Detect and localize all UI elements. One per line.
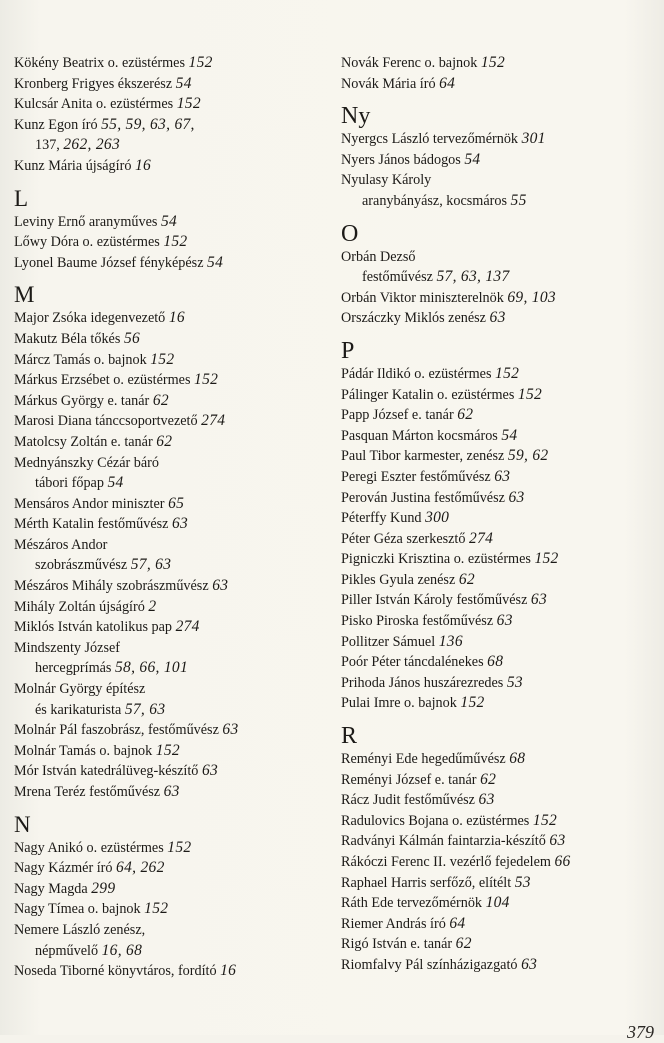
- index-entry: Nemere László zenész,: [14, 921, 146, 938]
- index-entry: Pigniczki Krisztina o. ezüstérmes 152: [341, 550, 559, 568]
- page-ref: 152: [534, 550, 559, 568]
- page-ref: 152: [517, 385, 543, 403]
- index-entry: Pollitzer Sámuel 136: [341, 632, 463, 650]
- page-ref: 152: [480, 54, 506, 71]
- index-entry: Nagy Kázmér író 64, 262: [14, 859, 165, 877]
- page-ref: 59, 62: [507, 447, 549, 465]
- index-column-left: [14, 53, 330, 982]
- index-entry: Makutz Béla tőkés 56: [14, 329, 141, 347]
- page-ref: 2: [148, 597, 157, 615]
- index-entry-continuation: népművelő 16, 68: [35, 941, 143, 959]
- page-ref: 54: [107, 474, 124, 492]
- index-entry: Mór István katedrálüveg-készítő 63: [14, 762, 219, 780]
- page-ref: 274: [201, 412, 226, 430]
- index-entry: Mihály Zoltán újságíró 2: [14, 597, 157, 615]
- section-letter: P: [341, 337, 355, 364]
- section-letter: L: [14, 185, 29, 211]
- index-entry: Orbán Dezső: [341, 248, 416, 265]
- index-entry: Márkus György e. tanár 62: [14, 391, 169, 409]
- index-entry-continuation: aranybányász, kocsmáros 55: [362, 191, 527, 209]
- index-entry: Mészáros Mihály szobrászművész 63: [14, 577, 229, 595]
- index-entry: Mérth Katalin festőművész 63: [14, 515, 189, 533]
- page-ref: 62: [457, 406, 474, 424]
- section-letter: R: [341, 723, 358, 750]
- index-entry: Mészáros Andor: [14, 536, 108, 553]
- page-ref: 63: [212, 577, 229, 595]
- index-entry-continuation: és karikaturista 57, 63: [35, 700, 166, 718]
- page-ref: 152: [150, 350, 175, 368]
- page-ref: 64: [439, 74, 456, 92]
- page-ref: 152: [167, 838, 192, 856]
- index-entry: Marosi Diana tánccsoportvezető 274: [14, 412, 226, 430]
- index-entry: Péterffy Kund 300: [341, 509, 450, 527]
- index-entry: Orbán Viktor miniszterelnök 69, 103: [341, 288, 556, 306]
- section-letter: M: [14, 282, 35, 308]
- index-entry-continuation: hercegprímás 58, 66, 101: [35, 659, 189, 677]
- index-entry: Kronberg Frigyes ékszerész 54: [14, 74, 192, 92]
- page-ref: 54: [464, 150, 481, 168]
- index-entry: Paul Tibor karmester, zenész 59, 62: [341, 447, 549, 465]
- index-entry: Nyers János bádogos 54: [341, 150, 481, 168]
- page-ref: 63: [521, 955, 538, 973]
- index-entry: Radulovics Bojana o. ezüstérmes 152: [341, 811, 558, 829]
- index-entry: Pikles Gyula zenész 62: [341, 570, 475, 588]
- page-ref: 62: [455, 935, 472, 953]
- index-entry: Peregi Eszter festőművész 63: [341, 467, 511, 485]
- index-entry: Leviny Ernő aranyműves 54: [14, 212, 178, 230]
- index-entry: Pasquan Márton kocsmáros 54: [341, 426, 518, 444]
- index-entry: Nagy Tímea o. bajnok 152: [14, 900, 169, 918]
- page-ref: 69, 103: [507, 288, 556, 306]
- page-ref: 274: [175, 618, 200, 636]
- index-entry: Mrena Teréz festőművész 63: [14, 783, 180, 800]
- index-entry: Rácz Judit festőművész 63: [341, 791, 495, 809]
- page-ref: 16: [168, 309, 185, 327]
- index-entry: Riemer András író 64: [341, 914, 466, 932]
- index-entry: Prihoda János huszárezredes 53: [341, 673, 523, 691]
- page-ref: 152: [176, 95, 201, 113]
- index-entry: Molnár György építész: [14, 681, 146, 698]
- page-ref: 55: [510, 191, 527, 209]
- index-entry: Kunz Mária újságíró 16: [14, 156, 152, 174]
- index-entry: Riomfalvy Pál színházigazgató 63: [341, 955, 538, 973]
- index-entry: Noseda Tiborné könyvtáros, fordító 16: [14, 962, 237, 980]
- page-ref: 16, 68: [101, 941, 143, 959]
- page-ref: 152: [495, 364, 520, 382]
- index-entry: Poór Péter táncdalénekes 68: [341, 653, 504, 671]
- page-ref: 152: [163, 233, 188, 251]
- section-letter: O: [341, 220, 359, 247]
- page-ref: 152: [532, 811, 558, 829]
- page-ref: 64: [449, 914, 466, 932]
- index-entry: Molnár Tamás o. bajnok 152: [14, 741, 180, 759]
- index-entry: Nagy Magda 299: [14, 879, 116, 897]
- page-ref: 16: [220, 962, 237, 980]
- page-ref: 152: [460, 694, 485, 712]
- page-ref: 62: [152, 391, 169, 409]
- index-entry: Rákóczi Ferenc II. vezérlő fejedelem 66: [341, 853, 571, 870]
- page-ref: 63: [478, 791, 495, 809]
- page-ref: 299: [91, 879, 116, 897]
- section-letter: Ny: [341, 103, 371, 130]
- page-ref: 62: [156, 432, 173, 450]
- index-entry-continuation: festőművész 57, 63, 137: [362, 268, 510, 286]
- page-ref: 56: [123, 329, 141, 347]
- page-ref: 65: [168, 494, 185, 512]
- page-ref: 63: [496, 612, 513, 630]
- index-entry: Márcz Tamás o. bajnok 152: [14, 350, 175, 368]
- index-entry: Novák Mária író 64: [341, 74, 456, 92]
- index-entry: Miklós István katolikus pap 274: [14, 618, 200, 636]
- page-ref: 63: [549, 832, 566, 850]
- page-ref: 152: [155, 741, 180, 759]
- page-ref: 68: [487, 653, 504, 671]
- index-entry: Lőwy Dóra o. ezüstérmes 152: [14, 233, 188, 251]
- page-ref: 63: [201, 762, 219, 780]
- index-entry: Matolcsy Zoltán e. tanár 62: [14, 432, 173, 450]
- page-ref: 63: [172, 515, 189, 533]
- page-ref: 53: [514, 873, 531, 891]
- index-entry: Pulai Imre o. bajnok 152: [341, 694, 485, 712]
- index-entry: Reményi József e. tanár 62: [341, 770, 497, 788]
- index-entry: Lyonel Baume József fényképész 54: [14, 253, 224, 271]
- index-entry: Reményi Ede hegedűművész 68: [341, 750, 526, 768]
- index-entry: Major Zsóka idegenvezető 16: [14, 309, 185, 327]
- page-ref: 301: [521, 130, 546, 148]
- page-ref: 57, 63: [130, 556, 172, 574]
- section-letter: N: [14, 811, 31, 837]
- index-entry: Raphael Harris serfőző, elítélt 53: [341, 873, 531, 891]
- index-entry: Piller István Károly festőművész 63: [341, 591, 548, 609]
- page-ref: 66: [554, 853, 571, 870]
- index-entry: Nyergcs László tervezőmérnök 301: [341, 130, 546, 148]
- page-ref: 53: [506, 673, 523, 691]
- index-entry: Pádár Ildikó o. ezüstérmes 152: [341, 364, 520, 382]
- index-entry: Rigó István e. tanár 62: [341, 935, 472, 953]
- index-entry: Péter Géza szerkesztő 274: [341, 529, 494, 547]
- index-entry: Kulcsár Anita o. ezüstérmes 152: [14, 95, 201, 113]
- index-entry-continuation: tábori főpap 54: [35, 474, 124, 492]
- page-ref: 63: [530, 591, 548, 609]
- index-entry-continuation: szobrászművész 57, 63: [35, 556, 172, 574]
- page-ref: 57, 63, 137: [436, 268, 510, 286]
- page-ref: 54: [501, 426, 518, 444]
- page-ref: 63: [489, 309, 506, 327]
- page-ref: 104: [485, 894, 510, 912]
- page-ref: 16: [134, 156, 152, 174]
- page-ref: 62: [480, 770, 497, 788]
- page-ref: 64, 262: [116, 859, 165, 877]
- index-entry: Pisko Piroska festőművész 63: [341, 612, 513, 630]
- index-entry: Márkus Erzsébet o. ezüstérmes 152: [14, 371, 219, 389]
- page-ref: 54: [207, 253, 224, 271]
- index-entry: Ráth Ede tervezőmérnök 104: [341, 894, 510, 912]
- index-column-right: [341, 53, 651, 976]
- page-ref: 55, 59, 63, 67,: [101, 115, 195, 133]
- page-ref: 57, 63: [124, 700, 166, 718]
- page-ref: 68: [509, 750, 526, 768]
- index-entry: Pálinger Katalin o. ezüstérmes 152: [341, 385, 543, 403]
- page-ref: 300: [425, 509, 450, 527]
- index-entry: Perován Justina festőművész 63: [341, 488, 525, 506]
- index-entry: Mensáros Andor miniszter 65: [14, 494, 185, 512]
- page-ref: 152: [144, 900, 169, 918]
- index-entry: Mednyánszky Cézár báró: [14, 454, 159, 471]
- index-entry: Molnár Pál faszobrász, festőművész 63: [14, 721, 239, 739]
- page-ref: 136: [438, 632, 463, 650]
- index-entry: Orszáczky Miklós zenész 63: [341, 309, 506, 327]
- page-ref: 152: [188, 54, 213, 71]
- page-ref: 54: [160, 212, 178, 230]
- index-entry: Papp József e. tanár 62: [341, 406, 474, 424]
- index-entry: Radványi Kálmán faintarzia-készítő 63: [341, 832, 566, 850]
- index-entry: Mindszenty József: [14, 639, 120, 656]
- index-entry: Nagy Anikó o. ezüstérmes 152: [14, 838, 192, 856]
- page-ref: 152: [194, 371, 219, 389]
- page-ref: 62: [458, 570, 475, 588]
- page-ref: 274: [469, 529, 494, 547]
- index-entry: Nyulasy Károly: [341, 172, 432, 189]
- index-entry: Kunz Egon író 55, 59, 63, 67,: [14, 115, 195, 133]
- page-number: 379: [627, 1022, 654, 1042]
- page-ref: 262, 263: [63, 136, 121, 154]
- page-ref: 63: [508, 488, 525, 506]
- page-ref: 63: [222, 721, 239, 739]
- index-entry-continuation: 137, 262, 263: [35, 136, 121, 154]
- page-ref: 58, 66, 101: [114, 659, 189, 677]
- page-ref: 54: [175, 74, 192, 92]
- index-entry: Kökény Beatrix o. ezüstérmes 152: [14, 54, 213, 71]
- index-entry: Novák Ferenc o. bajnok 152: [341, 54, 506, 71]
- page-ref: 63: [494, 467, 511, 485]
- page-ref: 63: [163, 783, 180, 800]
